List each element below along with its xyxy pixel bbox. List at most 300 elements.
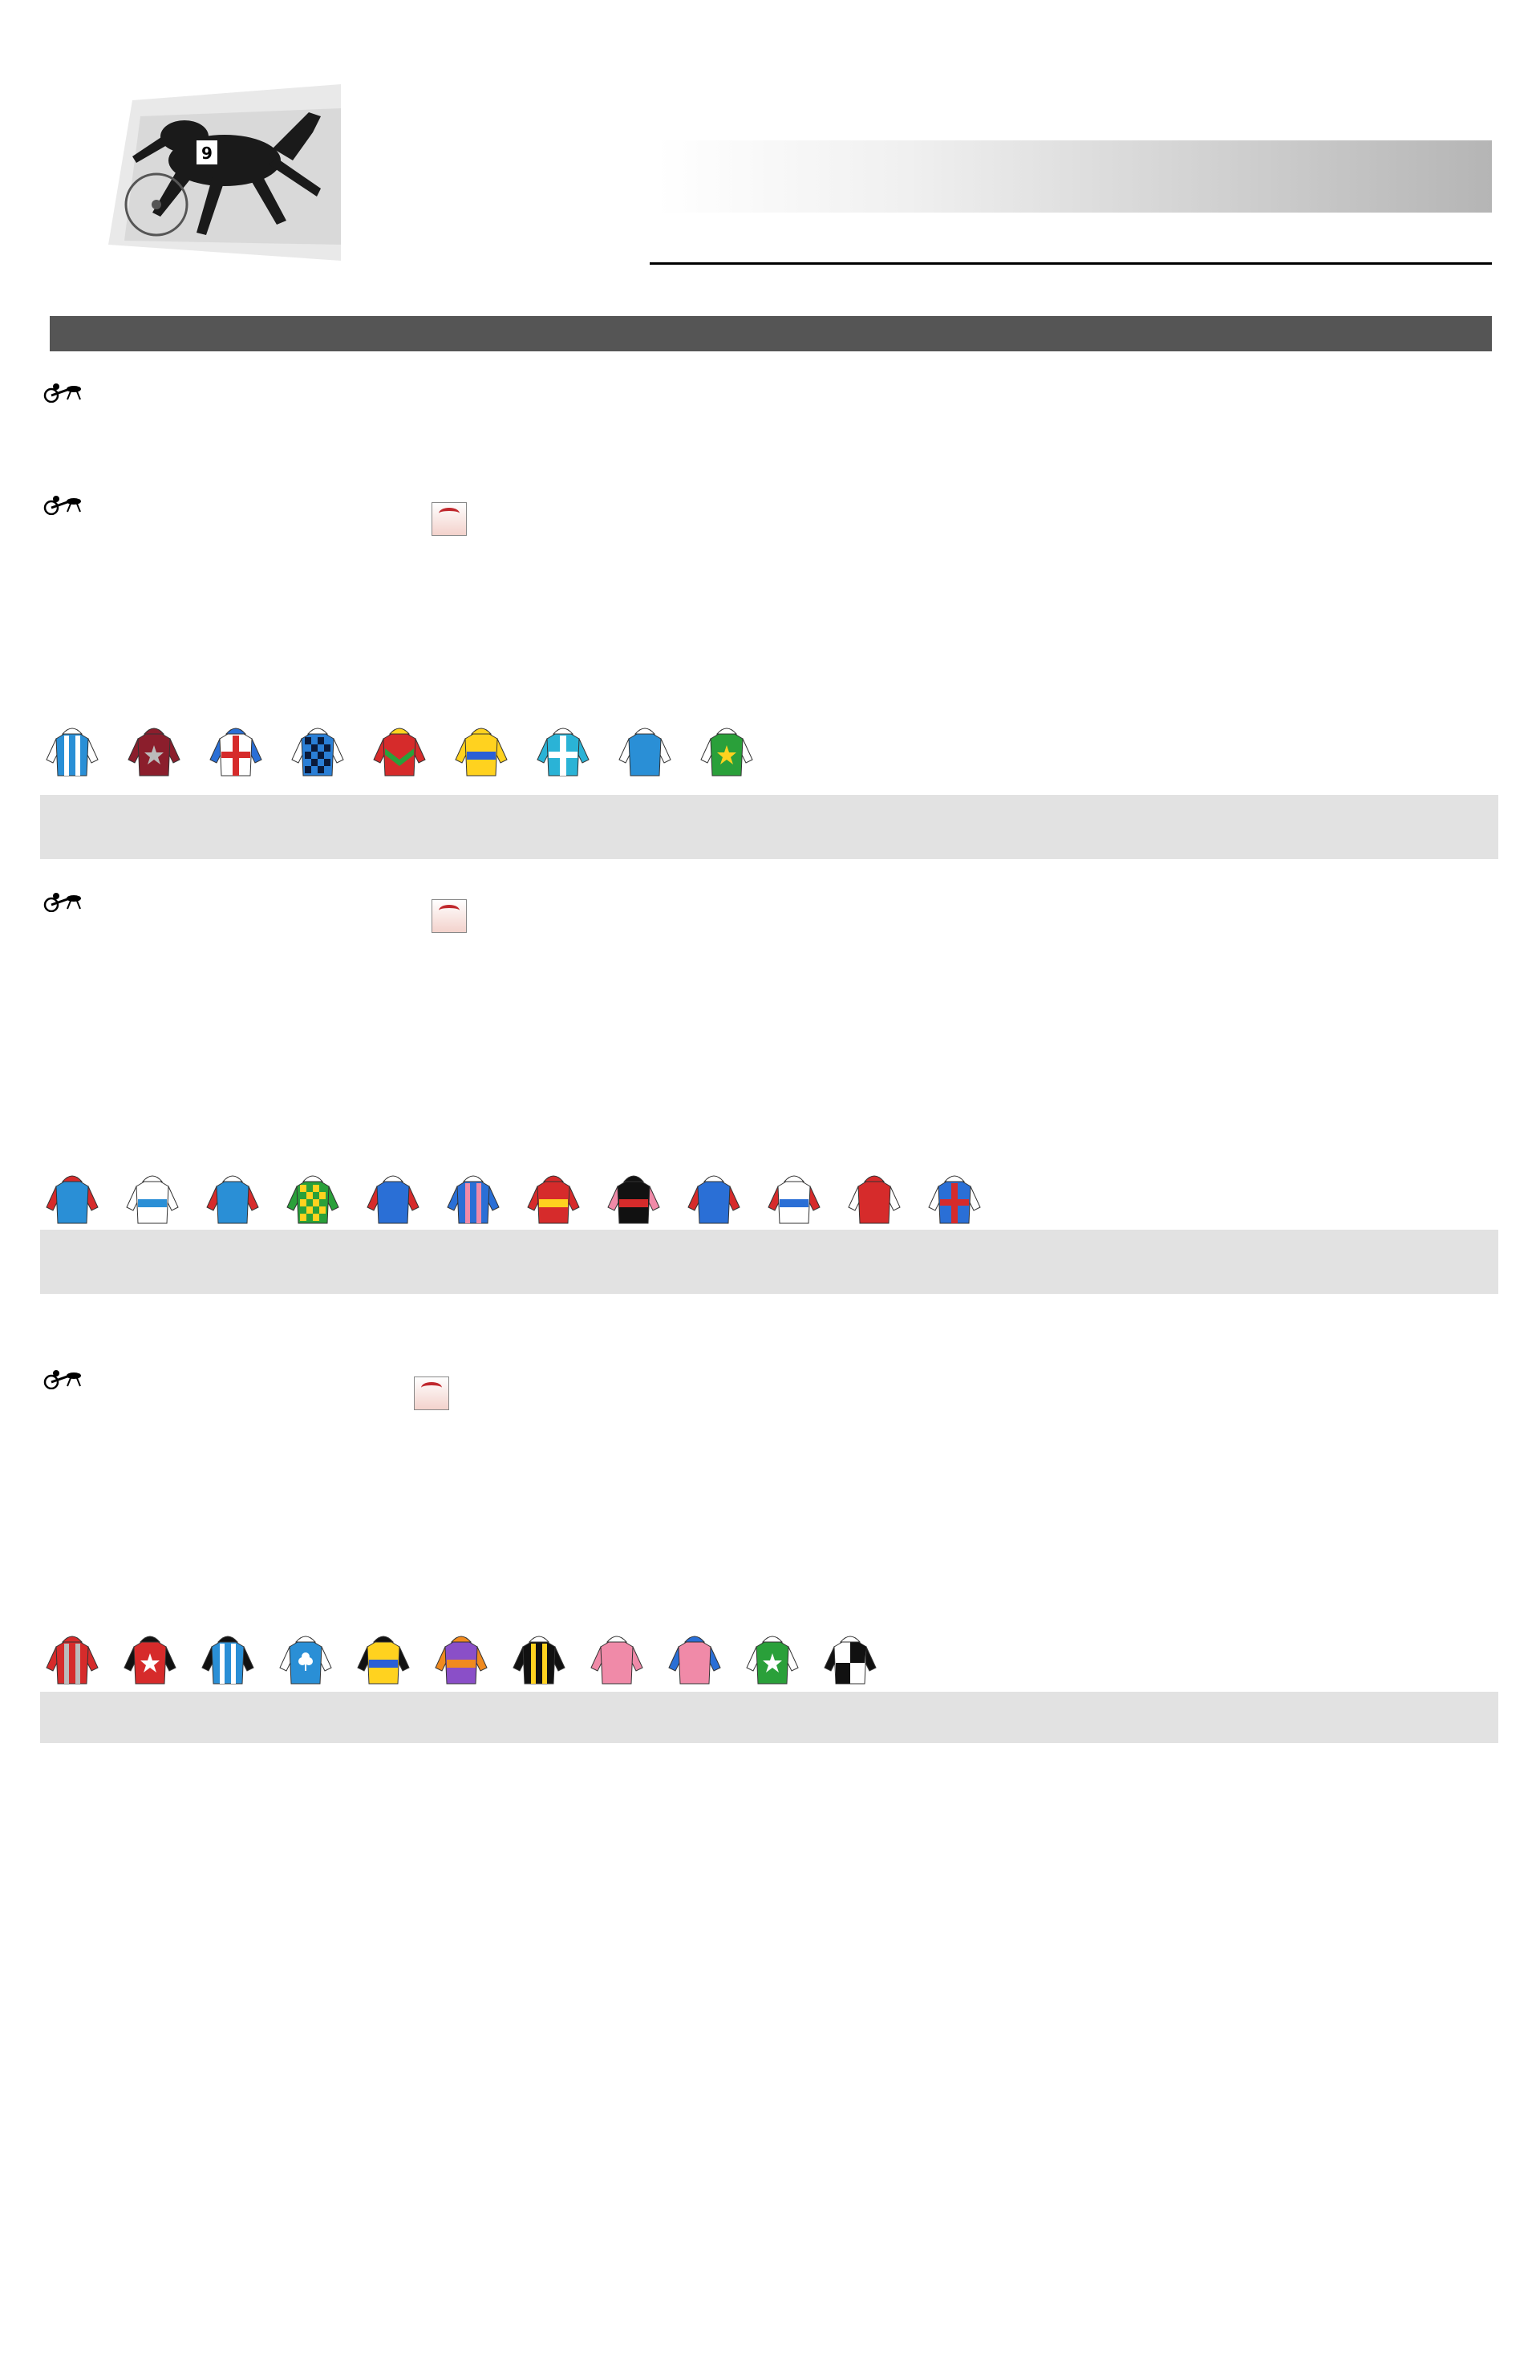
- colours: [1393, 1069, 1489, 1086]
- performances: [1129, 1479, 1293, 1496]
- jockey-silk: [842, 1164, 906, 1228]
- trainer: [479, 1069, 647, 1086]
- table-row: [40, 968, 1489, 985]
- origins: [856, 1002, 1129, 1019]
- coat: [816, 1086, 856, 1103]
- owner: [1293, 1530, 1393, 1547]
- table-row: [40, 985, 1489, 1002]
- owner: [1293, 935, 1393, 951]
- silk-jacket-icon: [123, 1632, 177, 1685]
- sex: [776, 1445, 798, 1462]
- performances: [1129, 1086, 1293, 1103]
- colours: [1393, 1019, 1489, 1036]
- origins: [856, 1019, 1129, 1036]
- sex: [776, 442, 798, 459]
- gains: [647, 1036, 727, 1052]
- coat: [816, 1069, 856, 1086]
- origins: [856, 1069, 1129, 1086]
- gains: [647, 1479, 727, 1496]
- performances: [1129, 1563, 1293, 1580]
- horse-name[interactable]: [104, 1429, 310, 1445]
- trainer: [479, 968, 647, 985]
- age: [798, 605, 816, 622]
- horse-name[interactable]: [104, 442, 310, 459]
- jockey-silk: [922, 1164, 987, 1228]
- sulky-icon: [42, 1368, 83, 1389]
- record: [727, 1002, 776, 1019]
- jockey-silk: [281, 1164, 345, 1228]
- horse-name[interactable]: [104, 554, 310, 571]
- runners-table: [40, 425, 1489, 459]
- colours: [1393, 1002, 1489, 1019]
- runner-number: [80, 1513, 104, 1530]
- horse-name[interactable]: [104, 605, 310, 622]
- premium-logo: [414, 1377, 449, 1410]
- trainer: [479, 655, 647, 672]
- table-row: [40, 1429, 1489, 1445]
- runner-number: [80, 1069, 104, 1086]
- runner-number: [80, 935, 104, 951]
- gains: [647, 1429, 727, 1445]
- performances: [1129, 1002, 1293, 1019]
- origins: [856, 1052, 1129, 1069]
- runner-number: [80, 605, 104, 622]
- colours: [1393, 1479, 1489, 1496]
- record: [727, 1513, 776, 1530]
- horse-name[interactable]: [104, 639, 310, 655]
- age: [798, 1563, 816, 1580]
- horse-name[interactable]: [104, 1052, 310, 1069]
- silk-jacket-icon: [286, 1172, 340, 1225]
- gains: [647, 571, 727, 588]
- table-row: [40, 1445, 1489, 1462]
- record: [727, 1036, 776, 1052]
- jockey-silk: [204, 716, 268, 780]
- distance: [40, 1530, 80, 1547]
- gains: [647, 968, 727, 985]
- runner-number: [80, 951, 104, 968]
- horse-name[interactable]: [104, 1036, 310, 1052]
- performances: [1129, 1120, 1293, 1137]
- age: [798, 1103, 816, 1120]
- performances: [1129, 622, 1293, 639]
- sex: [776, 1547, 798, 1563]
- horse-name[interactable]: [104, 935, 310, 951]
- jockey: [310, 571, 479, 588]
- distance: [40, 1086, 80, 1103]
- horse-name[interactable]: [104, 571, 310, 588]
- origins: [856, 1036, 1129, 1052]
- horse-name[interactable]: [104, 1462, 310, 1479]
- colours: [1393, 1563, 1489, 1580]
- silk-jacket-icon: [847, 1172, 902, 1225]
- trainer: [479, 951, 647, 968]
- performances: [1129, 951, 1293, 968]
- jockey: [310, 425, 479, 442]
- horse-name[interactable]: [104, 1445, 310, 1462]
- runner-number: [80, 1002, 104, 1019]
- runner-number: [80, 655, 104, 672]
- date-banner: [658, 140, 1492, 213]
- owner: [1293, 1445, 1393, 1462]
- horse-name[interactable]: [104, 425, 310, 442]
- record: [727, 1412, 776, 1429]
- jockey-silk: [613, 716, 677, 780]
- horse-name[interactable]: [104, 1120, 310, 1137]
- distance: [40, 605, 80, 622]
- coat: [816, 442, 856, 459]
- colours: [1393, 639, 1489, 655]
- horse-name[interactable]: [104, 1479, 310, 1496]
- gains: [647, 655, 727, 672]
- origins: [856, 537, 1129, 554]
- jockey-silk: [449, 716, 513, 780]
- colours: [1393, 605, 1489, 622]
- owner: [1293, 537, 1393, 554]
- distance: [40, 554, 80, 571]
- origins: [856, 1120, 1129, 1137]
- sex: [776, 655, 798, 672]
- horse-name[interactable]: [104, 1019, 310, 1036]
- jockey: [310, 1479, 479, 1496]
- jockey-silk: [521, 1164, 586, 1228]
- record: [727, 1563, 776, 1580]
- record: [727, 1069, 776, 1086]
- record: [727, 935, 776, 951]
- trainer: [479, 1580, 647, 1597]
- horse-name[interactable]: [104, 1530, 310, 1547]
- coat: [816, 1412, 856, 1429]
- page-header: [0, 0, 1540, 345]
- sulky-icon: [42, 891, 83, 912]
- colours: [1393, 1036, 1489, 1052]
- performances: [1129, 442, 1293, 459]
- performances: [1129, 968, 1293, 985]
- premium-arc: [439, 508, 460, 519]
- origins: [856, 571, 1129, 588]
- table-row: [40, 425, 1489, 442]
- origins: [856, 1429, 1129, 1445]
- colours: [1393, 1513, 1489, 1530]
- jockey-silk: [361, 1164, 425, 1228]
- owner: [1293, 1019, 1393, 1036]
- silk-jacket-icon: [366, 1172, 420, 1225]
- horse-name[interactable]: [104, 1412, 310, 1429]
- silk-jacket-icon: [201, 1632, 255, 1685]
- table-row: [40, 1019, 1489, 1036]
- silk-jacket-icon: [927, 1172, 982, 1225]
- coat: [816, 639, 856, 655]
- gains: [647, 672, 727, 689]
- origins: [856, 554, 1129, 571]
- performances: [1129, 1530, 1293, 1547]
- gains: [647, 1052, 727, 1069]
- coat: [816, 935, 856, 951]
- sex: [776, 1002, 798, 1019]
- age: [798, 655, 816, 672]
- age: [798, 1002, 816, 1019]
- jockey: [310, 442, 479, 459]
- silk-jacket-icon: [699, 724, 754, 777]
- owner: [1293, 1052, 1393, 1069]
- coat: [816, 1479, 856, 1496]
- table-row: [40, 1462, 1489, 1479]
- jockey-silk: [367, 716, 432, 780]
- horse-name[interactable]: [104, 1513, 310, 1530]
- performances: [1129, 1052, 1293, 1069]
- horse-name[interactable]: [104, 672, 310, 689]
- performances: [1129, 1513, 1293, 1530]
- owner: [1293, 1069, 1393, 1086]
- owner: [1293, 1002, 1393, 1019]
- coat: [816, 1036, 856, 1052]
- owner: [1293, 1412, 1393, 1429]
- age: [798, 1580, 816, 1597]
- gains: [647, 605, 727, 622]
- performances: [1129, 639, 1293, 655]
- record: [727, 442, 776, 459]
- colours: [1393, 1086, 1489, 1103]
- owner: [1293, 1496, 1393, 1513]
- jockey-silk: [507, 1624, 571, 1689]
- origins: [856, 1086, 1129, 1103]
- origins: [856, 951, 1129, 968]
- jockey-silk: [118, 1624, 182, 1689]
- distance: [40, 1019, 80, 1036]
- silk-jacket-icon: [536, 724, 590, 777]
- distance: [40, 588, 80, 605]
- runner-number: [80, 1445, 104, 1462]
- distance: [40, 571, 80, 588]
- table-row: [40, 1547, 1489, 1563]
- record: [727, 1580, 776, 1597]
- runner-number: [80, 1496, 104, 1513]
- performances: [1129, 1036, 1293, 1052]
- runner-number: [80, 1412, 104, 1429]
- performances: [1129, 425, 1293, 442]
- sex: [776, 639, 798, 655]
- coat: [816, 1103, 856, 1120]
- premium-arc: [439, 905, 460, 916]
- table-row: [40, 554, 1489, 571]
- silk-jacket-icon: [745, 1632, 800, 1685]
- table-row: [40, 537, 1489, 554]
- horse-name[interactable]: [104, 1103, 310, 1120]
- jockey-silk: [351, 1624, 415, 1689]
- age: [798, 1086, 816, 1103]
- sex: [776, 622, 798, 639]
- silk-jacket-icon: [278, 1632, 333, 1685]
- jockey-silk: [531, 716, 595, 780]
- trainer: [479, 1429, 647, 1445]
- runner-number: [80, 442, 104, 459]
- jockey: [310, 672, 479, 689]
- jockey: [310, 1036, 479, 1052]
- sex: [776, 935, 798, 951]
- coat: [816, 1002, 856, 1019]
- horse-name[interactable]: [104, 968, 310, 985]
- horse-name[interactable]: [104, 537, 310, 554]
- owner: [1293, 968, 1393, 985]
- gains: [647, 985, 727, 1002]
- colours: [1393, 1052, 1489, 1069]
- jockey: [310, 639, 479, 655]
- trainer: [479, 985, 647, 1002]
- coat: [816, 968, 856, 985]
- distance: [40, 672, 80, 689]
- gains: [647, 1019, 727, 1036]
- age: [798, 425, 816, 442]
- trainer: [479, 1445, 647, 1462]
- silk-jacket-icon: [667, 1632, 722, 1685]
- runner-number: [80, 1547, 104, 1563]
- table-row: [40, 1412, 1489, 1429]
- horse-name[interactable]: [104, 1496, 310, 1513]
- owner: [1293, 1429, 1393, 1445]
- record: [727, 1496, 776, 1513]
- performances: [1129, 1445, 1293, 1462]
- colours: [1393, 425, 1489, 442]
- age: [798, 1530, 816, 1547]
- performances: [1129, 1069, 1293, 1086]
- coat: [816, 571, 856, 588]
- gains: [647, 935, 727, 951]
- trainer: [479, 605, 647, 622]
- distance: [40, 1580, 80, 1597]
- owner: [1293, 442, 1393, 459]
- age: [798, 554, 816, 571]
- record: [727, 1103, 776, 1120]
- silk-jacket-icon: [290, 724, 345, 777]
- coat: [816, 1445, 856, 1462]
- hippodrome-logo: [76, 84, 341, 261]
- horse-name[interactable]: [104, 588, 310, 605]
- race-comment: [40, 795, 1498, 859]
- jockey: [310, 1086, 479, 1103]
- silk-jacket-icon: [606, 1172, 661, 1225]
- coat: [816, 1530, 856, 1547]
- origins: [856, 1412, 1129, 1429]
- horse-name[interactable]: [104, 1069, 310, 1086]
- horse-name[interactable]: [104, 1086, 310, 1103]
- table-row: [40, 1103, 1489, 1120]
- runners-table: [40, 537, 1489, 689]
- distance: [40, 985, 80, 1002]
- origins: [856, 1563, 1129, 1580]
- colours: [1393, 968, 1489, 985]
- age: [798, 1479, 816, 1496]
- coat: [816, 1547, 856, 1563]
- jockey: [310, 1002, 479, 1019]
- origins: [856, 1513, 1129, 1530]
- coat: [816, 554, 856, 571]
- origins: [856, 1580, 1129, 1597]
- distance: [40, 1002, 80, 1019]
- gains: [647, 1086, 727, 1103]
- coat: [816, 1429, 856, 1445]
- horse-name[interactable]: [104, 1580, 310, 1597]
- age: [798, 442, 816, 459]
- horse-name[interactable]: [104, 985, 310, 1002]
- runner-number: [80, 1019, 104, 1036]
- silk-jacket-icon: [45, 1632, 99, 1685]
- gains: [647, 1445, 727, 1462]
- owner: [1293, 951, 1393, 968]
- distance: [40, 1052, 80, 1069]
- record: [727, 1086, 776, 1103]
- sex: [776, 1462, 798, 1479]
- record: [727, 985, 776, 1002]
- colours: [1393, 951, 1489, 968]
- sex: [776, 1103, 798, 1120]
- distance: [40, 1445, 80, 1462]
- table-row: [40, 1120, 1489, 1137]
- owner: [1293, 571, 1393, 588]
- sex: [776, 1052, 798, 1069]
- runner-number: [80, 1530, 104, 1547]
- runner-number: [80, 537, 104, 554]
- jockey: [310, 655, 479, 672]
- performances: [1129, 655, 1293, 672]
- record: [727, 1530, 776, 1547]
- performances: [1129, 1462, 1293, 1479]
- coat: [816, 1120, 856, 1137]
- horse-name[interactable]: [104, 1563, 310, 1580]
- runner-number: [80, 1086, 104, 1103]
- record: [727, 951, 776, 968]
- age: [798, 1462, 816, 1479]
- runner-number: [80, 622, 104, 639]
- colours: [1393, 537, 1489, 554]
- horse-name[interactable]: [104, 655, 310, 672]
- table-row: [40, 1530, 1489, 1547]
- jockey-silk: [274, 1624, 338, 1689]
- silk-jacket-icon: [618, 724, 672, 777]
- horse-name[interactable]: [104, 1547, 310, 1563]
- record: [727, 1120, 776, 1137]
- table-row: [40, 935, 1489, 951]
- jockey: [310, 1513, 479, 1530]
- record: [727, 968, 776, 985]
- runner-number: [80, 1580, 104, 1597]
- distance: [40, 1120, 80, 1137]
- gains: [647, 1462, 727, 1479]
- origins: [856, 1445, 1129, 1462]
- owner: [1293, 1120, 1393, 1137]
- origins: [856, 655, 1129, 672]
- horse-name[interactable]: [104, 622, 310, 639]
- silk-jacket-icon: [125, 1172, 180, 1225]
- sex: [776, 1580, 798, 1597]
- age: [798, 1120, 816, 1137]
- gains: [647, 588, 727, 605]
- jockey: [310, 1052, 479, 1069]
- jockey: [310, 605, 479, 622]
- colours: [1393, 571, 1489, 588]
- coat: [816, 985, 856, 1002]
- horse-name[interactable]: [104, 1002, 310, 1019]
- sex: [776, 985, 798, 1002]
- table-row: [40, 1002, 1489, 1019]
- owner: [1293, 554, 1393, 571]
- gains: [647, 1580, 727, 1597]
- trainer: [479, 1103, 647, 1120]
- table-row: [40, 1513, 1489, 1530]
- jockey-silk: [286, 716, 350, 780]
- runner-number: [80, 1036, 104, 1052]
- coat: [816, 622, 856, 639]
- horse-name[interactable]: [104, 951, 310, 968]
